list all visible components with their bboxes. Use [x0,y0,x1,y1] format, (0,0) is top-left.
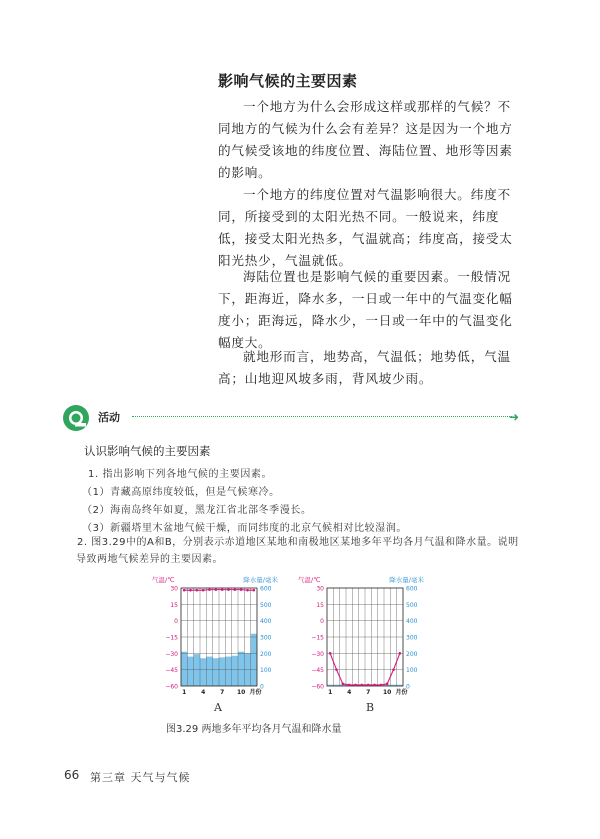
precip-bar [232,656,238,686]
activity-icon [62,404,90,432]
left-axis-label: 气温/℃ [152,576,175,584]
temperature-point [240,588,243,591]
precip-tick-label: 400 [260,618,272,626]
temperature-point [399,652,402,655]
left-axis-label: 气温/℃ [298,576,321,584]
precip-bar [219,657,225,686]
temperature-point [196,589,199,592]
precip-tick-label: 400 [406,618,418,626]
arrow-icon: ➜ [509,410,520,424]
precip-bar [200,658,206,686]
temperature-point [208,588,211,591]
precip-bar [225,657,231,686]
precip-tick-label: 500 [406,601,418,609]
temp-tick-label: 15 [170,601,178,609]
temp-tick-label: −60 [311,683,324,691]
temperature-point [367,684,370,687]
temperature-point [348,684,351,687]
question-1-item-3: （3）新疆塔里木盆地气候干燥，而同纬度的北京气候相对比较湿润。 [82,523,407,534]
precip-bar [238,652,244,686]
chart-b [296,574,426,700]
month-tick-label: 7 [220,689,225,696]
temperature-point [361,684,364,687]
precip-tick-label: 500 [260,601,272,609]
question-1-item-2: （2）海南岛终年如夏，黑龙江省北部冬季漫长。 [82,505,312,516]
temperature-point [386,683,389,686]
precip-bar [187,657,193,686]
precip-tick-label: 100 [260,667,272,675]
precip-tick-label: 0 [260,683,264,691]
precip-tick-label: 600 [260,585,272,593]
precip-bar [251,634,257,686]
temperature-point [246,589,249,592]
month-tick-label: 4 [347,689,352,696]
section-heading: 影响气候的主要因素 [218,72,358,90]
precip-tick-label: 300 [260,634,272,642]
temperature-point [221,588,224,591]
chart-b-svg [296,574,426,700]
temp-tick-label: −60 [165,683,178,691]
temperature-point [373,684,376,687]
paragraph-2: 一个地方的纬度位置对气温影响很大。纬度不同，所接受到的太阳光热不同。一般说来，纬度低，接受太阳光热多，气温就高；纬度高，接受太阳光热少，气温就低。 [218,187,513,268]
temp-tick-label: −15 [311,634,324,642]
temp-tick-label: −30 [165,650,178,658]
temp-tick-label: 0 [320,618,324,626]
temp-tick-label: 15 [316,601,324,609]
temperature-point [392,668,395,671]
precip-bar [194,654,200,686]
temperature-point [234,588,237,591]
chart-b-letter: B [366,701,375,714]
temperature-point [202,589,205,592]
precip-tick-label: 200 [406,650,418,658]
temperature-point [189,589,192,592]
precip-bar [206,657,212,686]
chart-a-svg [150,574,280,700]
temperature-point [215,588,218,591]
paragraph-1: 一个地方为什么会形成这样或那样的气候？不同地方的气候为什么会有差异？这是因为一个地方的气候受该地的纬度位置、海陆位置、地形等因素的影响。 [218,99,513,180]
temp-tick-label: −45 [311,667,324,675]
precip-tick-label: 200 [260,650,272,658]
temperature-point [329,652,332,655]
temp-tick-label: −30 [311,650,324,658]
question-1-item-1: （1）青藏高原纬度较低，但是气候寒冷。 [82,487,280,498]
paragraph-3: 海陆位置也是影响气候的重要因素。一般情况下，距海近，降水多，一日或一年中的气温变化幅度小；距海远，降水少，一日或一年中的气温变化幅度大。 [218,269,513,350]
x-unit-label: 月份 [395,689,408,696]
temperature-line [184,590,254,591]
precip-tick-label: 0 [406,683,410,691]
precip-tick-label: 300 [406,634,418,642]
chart-a-letter: A [214,701,222,714]
right-axis-label: 降水量/毫米 [243,576,278,584]
figure-caption: 图3.29 两地多年平均各月气温和降水量 [166,724,342,735]
question-1: 1. 指出影响下列各地气候的主要因素。 [88,469,273,480]
temp-tick-label: 30 [316,585,324,593]
temperature-point [253,589,256,592]
month-tick-label: 10 [382,689,392,696]
precip-tick-label: 600 [406,585,418,593]
page-number: 66 [64,768,80,782]
temperature-point [380,684,383,687]
temp-tick-label: 30 [170,585,178,593]
precip-tick-label: 100 [406,667,418,675]
month-tick-label: 7 [366,689,371,696]
chapter-title: 第三章 天气与气候 [90,771,191,784]
chart-a [150,574,280,700]
precip-bar [181,652,187,686]
month-tick-label: 4 [201,689,206,696]
precip-bar [213,658,219,686]
x-unit-label: 月份 [249,689,262,696]
paragraph-4: 就地形而言，地势高，气温低；地势低，气温高；山地迎风坡多雨，背风坡少雨。 [218,349,511,386]
activity-subtitle: 认识影响气候的主要因素 [84,444,211,458]
temperature-point [342,683,345,686]
month-tick-label: 1 [328,689,333,696]
month-tick-label: 1 [182,689,187,696]
question-2: 2. 图3.29中的A和B，分别表示赤道地区某地和南极地区某地多年平均各月气温和降水量。说明导致两地气候差异的主要因素。 [76,537,519,565]
temperature-point [227,588,230,591]
right-axis-label: 降水量/毫米 [389,576,424,584]
month-tick-label: 10 [236,689,246,696]
temperature-point [183,589,186,592]
activity-divider [132,416,512,417]
activity-label: 活动 [98,411,120,424]
temp-tick-label: −45 [165,667,178,675]
temp-tick-label: −15 [165,634,178,642]
temp-tick-label: 0 [174,618,178,626]
temperature-point [335,668,338,671]
temperature-point [354,684,357,687]
